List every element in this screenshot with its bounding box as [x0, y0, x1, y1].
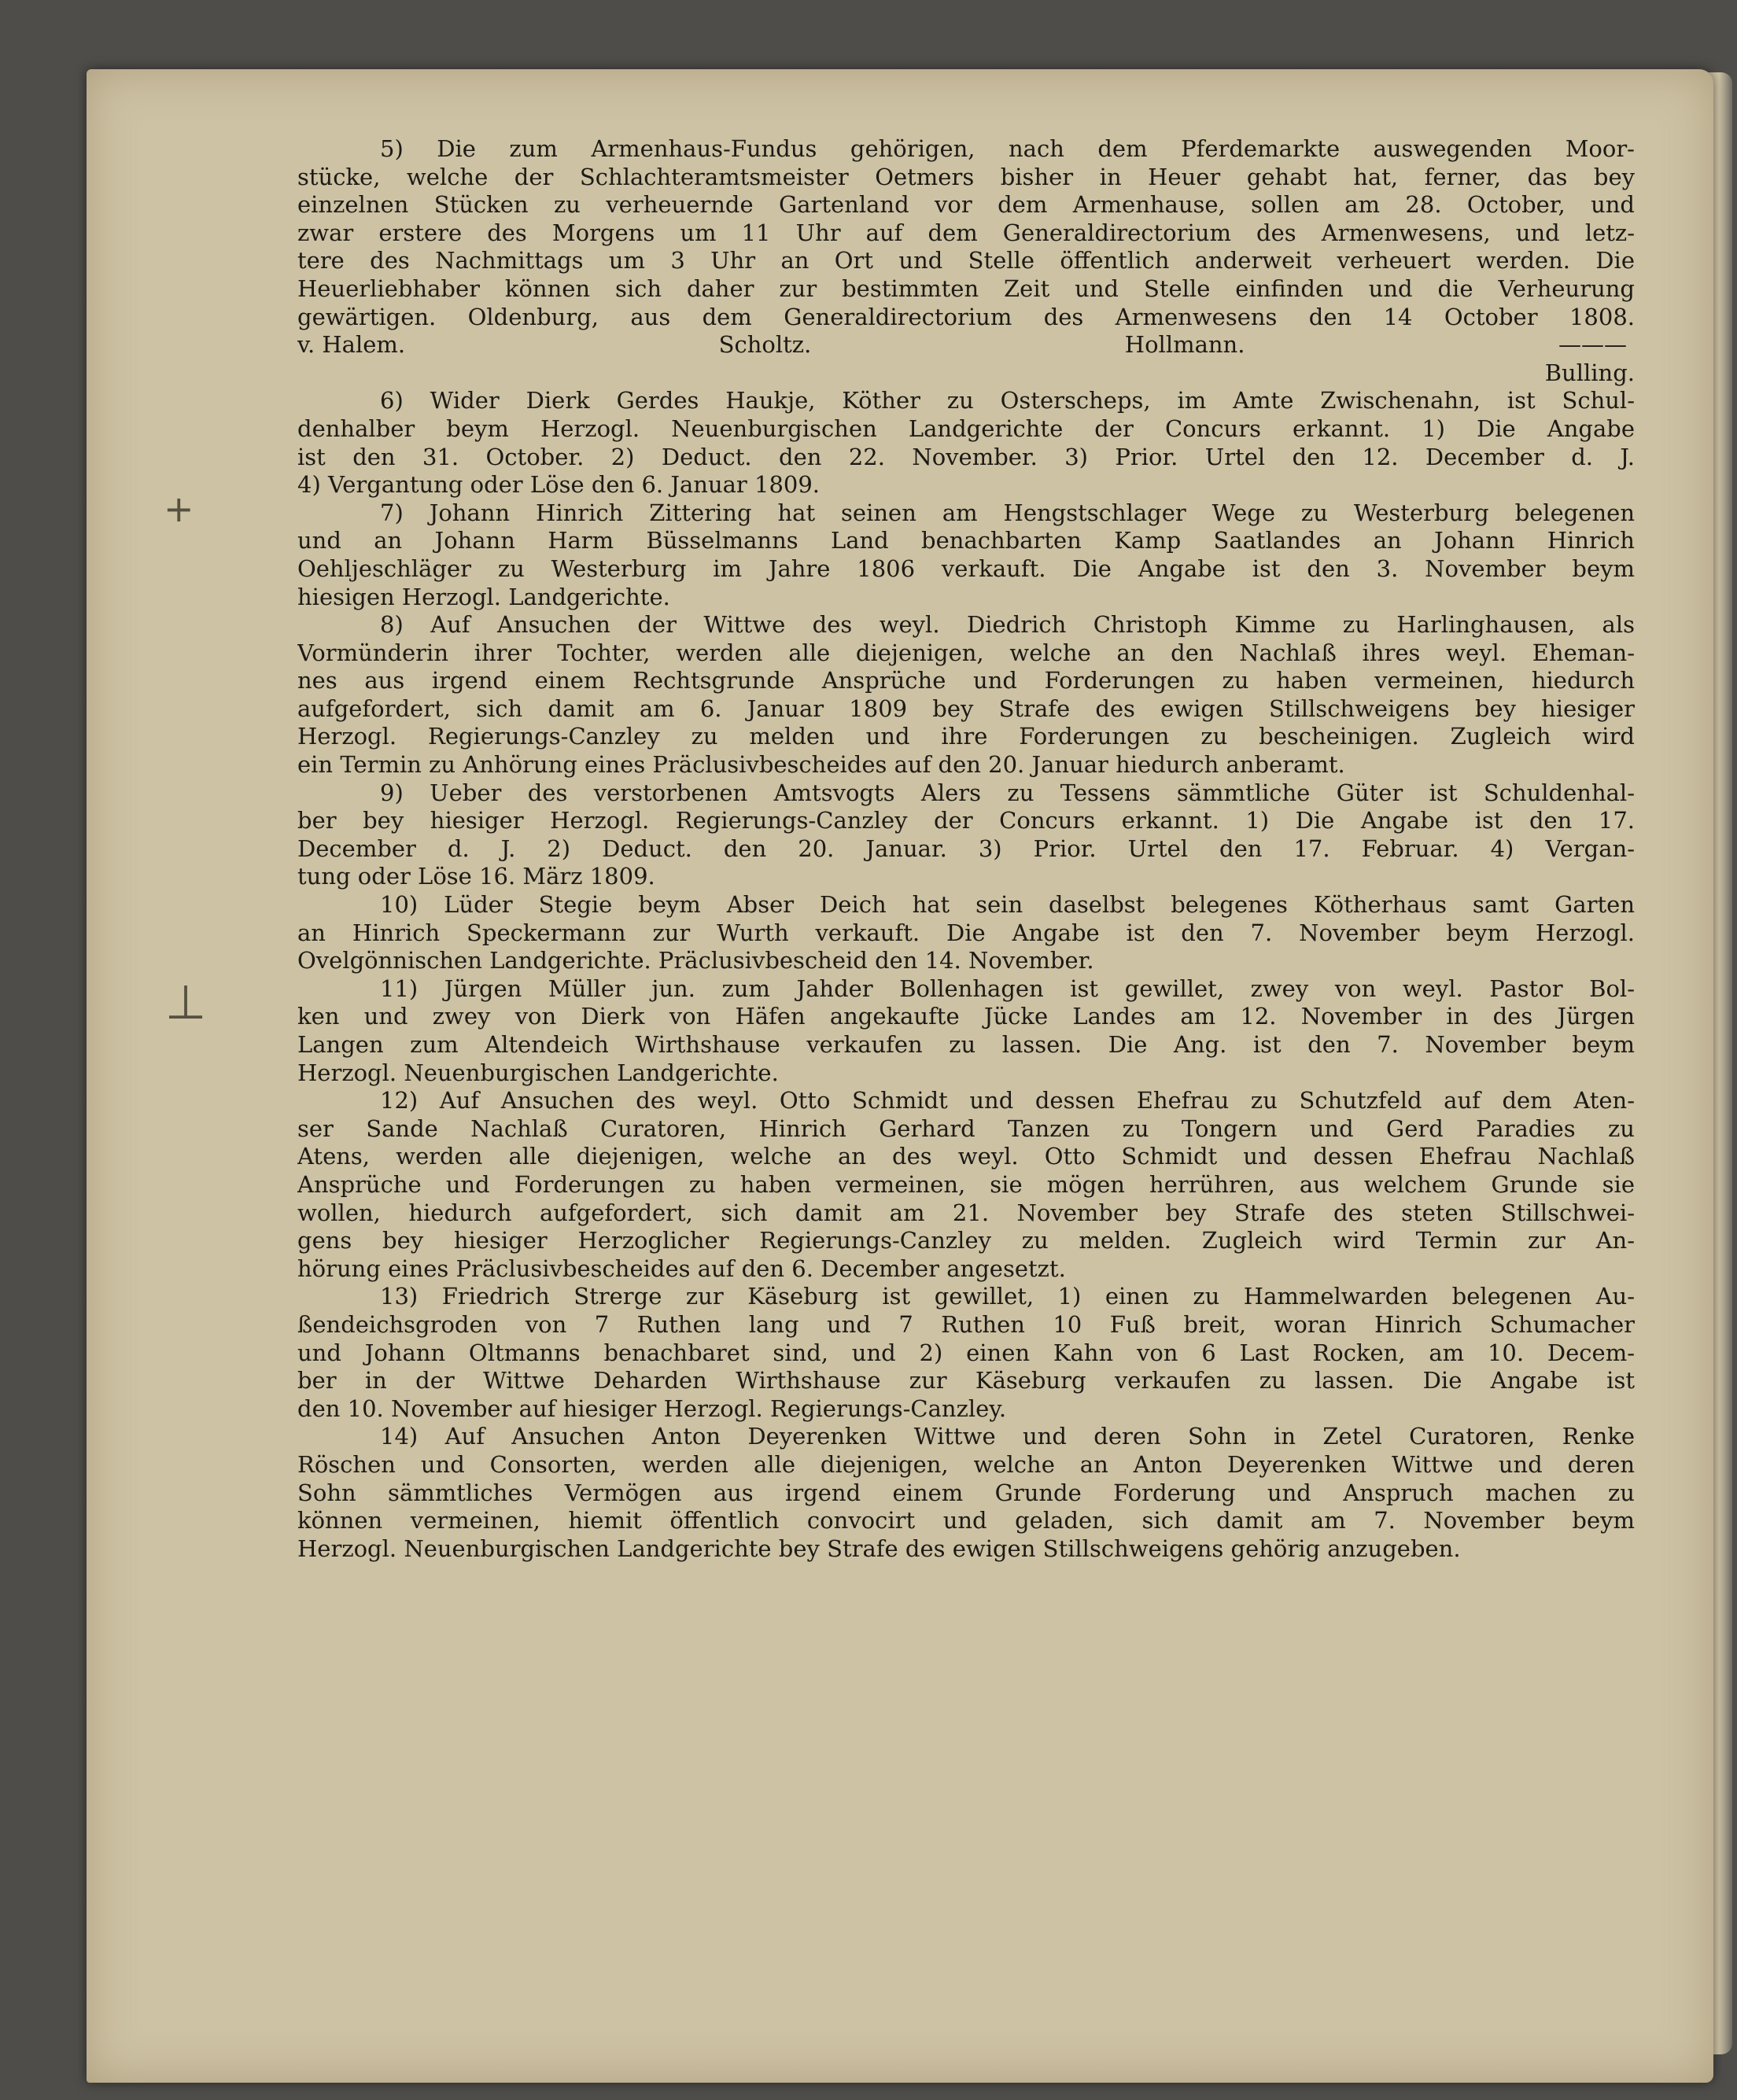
signature: Hollmann.: [1124, 331, 1245, 359]
text-line: Atens, werden alle diejenigen, welche an des weyl. Otto Schmidt und dessen Ehefrau Nachlaß: [297, 1143, 1635, 1170]
text-line: December d. J. 2) Deduct. den 20. Januar. 3) Prior. Urtel den 17. Februar. 4) Vergan-: [297, 834, 1635, 862]
text-line: nes aus irgend einem Rechtsgrunde Ansprüche und Forderungen zu haben vermeinen, hiedurch: [297, 667, 1635, 694]
text-line: 14) Auf Ansuchen Anton Deyerenken Wittwe und deren Sohn in Zetel Curatoren, Renke: [380, 1423, 1635, 1450]
text-line: denhalber beym Herzogl. Neuenburgischen Landgerichte der Concurs erkannt. 1) Die Angabe: [297, 414, 1635, 442]
text-line: hörung eines Präclusivbescheides auf den 6. December angesetzt.: [297, 1254, 1066, 1282]
text-line: wollen, hiedurch aufgefordert, sich damit am 21. November bey Strafe des steten Stillschwei-: [297, 1199, 1635, 1226]
notice-7: [297, 499, 1635, 611]
text-line: 8) Auf Ansuchen der Wittwe des weyl. Diedrich Christoph Kimme zu Harlinghausen, als: [380, 611, 1635, 639]
notice-8: [297, 611, 1635, 779]
text-line: Langen zum Altendeich Wirthshause verkaufen zu lassen. Die Ang. ist den 7. November beym: [297, 1031, 1635, 1058]
text-line: an Hinrich Speckermann zur Wurth verkauft. Die Angabe ist den 7. November beym Herzogl.: [297, 919, 1635, 946]
text-line: Röschen und Consorten, werden alle diejenigen, welche an Anton Deyerenken Wittwe und deren: [297, 1450, 1635, 1478]
text-line: ber bey hiesiger Herzogl. Regierungs-Canzley der Concurs erkannt. 1) Die Angabe ist den 17.: [297, 807, 1635, 834]
text-line: tere des Nachmittags um 3 Uhr an Ort und Stelle öffentlich anderweit verheuert werden. Die: [297, 247, 1635, 274]
text-line: Herzogl. Neuenburgischen Landgerichte bey Strafe des ewigen Stillschweigens gehörig anzugeben.: [297, 1534, 1461, 1562]
text-line: ßendeichsgroden von 7 Ruthen lang und 7 Ruthen 10 Fuß breit, woran Hinrich Schumacher: [297, 1310, 1635, 1338]
text-line: 13) Friedrich Strerge zur Käseburg ist gewillet, 1) einen zu Hammelwarden belegenen Au-: [380, 1283, 1635, 1310]
text-line: und an Johann Harm Büsselmanns Land benachbarten Kamp Saatlandes an Johann Hinrich: [297, 527, 1635, 554]
text-line: können vermeinen, hiemit öffentlich convocirt und geladen, sich damit am 7. November beym: [297, 1507, 1635, 1534]
text-line: 11) Jürgen Müller jun. zum Jahder Bollenhagen ist gewillet, zwey von weyl. Pastor Bol-: [380, 974, 1635, 1002]
text-line: Ovelgönnischen Landgerichte. Präclusivbescheid den 14. November.: [297, 947, 1094, 974]
margin-cross-mark: +: [164, 488, 194, 530]
text-line: Ansprüche und Forderungen zu haben vermeinen, sie mögen herrühren, aus welchem Grunde sie: [297, 1170, 1635, 1198]
text-line: hiesigen Herzogl. Landgerichte.: [297, 583, 670, 610]
text-line: aufgefordert, sich damit am 6. Januar 1809 bey Strafe des ewigen Stillschweigens bey hiesiger: [297, 694, 1635, 722]
text-line: Vormünderin ihrer Tochter, werden alle diejenigen, welche an den Nachlaß ihres weyl. Eheman-: [297, 639, 1635, 666]
text-line: und Johann Oltmanns benachbaret sind, und 2) einen Kahn von 6 Last Rocken, am 10. Decem-: [297, 1339, 1635, 1366]
margin-tick-mark: ⊥: [165, 975, 207, 1030]
text-line: Oehljeschläger zu Westerburg im Jahre 1806 verkauft. Die Angabe ist den 3. November beym: [297, 554, 1635, 582]
text-line: ken und zwey von Dierk von Häfen angekaufte Jücke Landes am 12. November in des Jürgen: [297, 1003, 1635, 1030]
text-line: stücke, welche der Schlachteramtsmeister Oetmers bisher in Heuer gehabt hat, ferner, das bey: [297, 163, 1635, 190]
text-line: einzelnen Stücken zu verheuernde Gartenland vor dem Armenhause, sollen am 28. October, und: [297, 191, 1635, 219]
notice-14: [297, 1423, 1635, 1563]
text-line: tung oder Löse 16. März 1809.: [297, 863, 655, 890]
notice-6: [297, 387, 1635, 499]
notice-13: [297, 1283, 1635, 1423]
signature: Scholtz.: [718, 331, 812, 359]
text-line: ber in der Wittwe Deharden Wirthshause zur Käseburg verkaufen zu lassen. Die Angabe ist: [297, 1367, 1635, 1394]
signature-line: [297, 331, 1635, 359]
notice-10: [297, 891, 1635, 975]
text-line: ser Sande Nachlaß Curatoren, Hinrich Gerhard Tanzen zu Tongern und Gerd Paradies zu: [297, 1114, 1635, 1142]
text-line: 4) Vergantung oder Löse den 6. Januar 1809.: [297, 471, 821, 499]
notice-11: [297, 975, 1635, 1087]
notice-12: [297, 1087, 1635, 1283]
notice-5: [297, 135, 1635, 387]
text-line: 7) Johann Hinrich Zittering hat seinen am Hengstschlager Wege zu Westerburg belegenen: [380, 499, 1635, 526]
text-line: Heuerliebhaber können sich daher zur bestimmten Zeit und Stelle einfinden und die Verheurung: [297, 274, 1635, 302]
text-line: Herzogl. Regierungs-Canzley zu melden und ihre Forderungen zu bescheinigen. Zugleich wird: [297, 723, 1635, 750]
signature: ———: [1558, 331, 1627, 359]
text-line: 12) Auf Ansuchen des weyl. Otto Schmidt und dessen Ehefrau zu Schutzfeld auf dem Aten-: [380, 1087, 1635, 1114]
text-line: 6) Wider Dierk Gerdes Haukje, Köther zu Osterscheps, im Amte Zwischenahn, ist Schul-: [380, 387, 1635, 414]
text-line: gens bey hiesiger Herzoglicher Regierungs-Canzley zu melden. Zugleich wird Termin zur An-: [297, 1227, 1635, 1254]
signature: Bulling.: [1544, 359, 1635, 386]
text-line: ist den 31. October. 2) Deduct. den 22. November. 3) Prior. Urtel den 12. December d. J.: [297, 443, 1635, 470]
page-text-block: [297, 135, 1635, 1563]
text-line: Sohn sämmtliches Vermögen aus irgend einem Grunde Forderung und Anspruch machen zu: [297, 1479, 1635, 1506]
signature: v. Halem.: [297, 331, 406, 359]
text-line: 9) Ueber des verstorbenen Amtsvogts Alers zu Tessens sämmtliche Güter ist Schuldenhal-: [380, 779, 1635, 806]
text-line: zwar erstere des Morgens um 11 Uhr auf dem Generaldirectorium des Armenwesens, und letz-: [297, 219, 1635, 246]
text-line: ein Termin zu Anhörung eines Präclusivbescheides auf den 20. Januar hiedurch anberamt.: [297, 751, 1345, 779]
notice-9: [297, 779, 1635, 891]
text-line: gewärtigen. Oldenburg, aus dem Generaldirectorium des Armenwesens den 14 October 1808.: [297, 303, 1635, 330]
text-line: 10) Lüder Stegie beym Abser Deich hat sein daselbst belegenes Kötherhaus samt Garten: [380, 891, 1635, 919]
text-line: Herzogl. Neuenburgischen Landgerichte.: [297, 1059, 779, 1086]
text-line: 5) Die zum Armenhaus-Fundus gehörigen, nach dem Pferdemarkte auswegenden Moor-: [380, 135, 1635, 162]
text-line: den 10. November auf hiesiger Herzogl. Regierungs-Canzley.: [297, 1394, 1007, 1422]
